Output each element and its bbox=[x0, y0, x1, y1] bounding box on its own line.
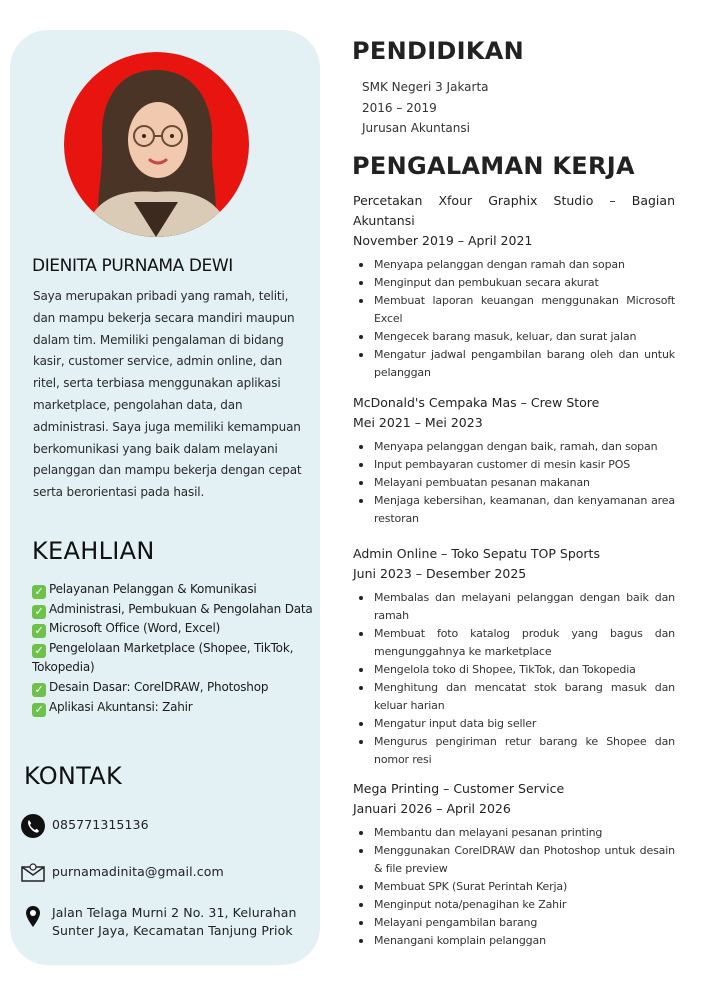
check-mark-icon: ✓ bbox=[32, 585, 46, 599]
duty-item: Menyapa pelanggan dengan ramah dan sopan bbox=[353, 256, 675, 274]
profile-photo bbox=[64, 52, 249, 237]
check-mark-icon: ✓ bbox=[32, 683, 46, 697]
duty-item: Menyapa pelanggan dengan baik, ramah, dan sopan bbox=[353, 438, 675, 456]
duty-item: Menangani komplain pelanggan bbox=[353, 932, 675, 950]
job-period: November 2019 – April 2021 bbox=[353, 233, 533, 248]
contact-phone bbox=[20, 813, 149, 839]
duty-item: Menginput dan pembukuan secara akurat bbox=[353, 274, 675, 292]
job-title: Percetakan Xfour Graphix Studio – Bagian Akuntansi bbox=[353, 193, 675, 228]
duty-item: Menginput nota/penagihan ke Zahir bbox=[353, 896, 675, 914]
duty-item: Mengatur jadwal pengambilan barang oleh dan untuk pelanggan bbox=[353, 346, 675, 382]
job-entry bbox=[353, 393, 675, 528]
duty-item: Membuat laporan keuangan menggunakan Microsoft Excel bbox=[353, 292, 675, 328]
check-mark-icon: ✓ bbox=[32, 703, 46, 717]
person-name: DIENITA PURNAMA DEWI bbox=[32, 256, 233, 276]
skill-label: Pelayanan Pelanggan & Komunikasi bbox=[49, 582, 257, 596]
email-address[interactable]: purnamadinita@gmail.com bbox=[52, 864, 224, 879]
job-entry bbox=[353, 779, 675, 950]
skill-item bbox=[32, 698, 314, 718]
profile-photo-illustration bbox=[64, 52, 249, 237]
skill-label: Desain Dasar: CorelDRAW, Photoshop bbox=[49, 679, 269, 694]
duty-item: Membuat SPK (Surat Perintah Kerja) bbox=[353, 878, 675, 896]
duty-item: Membuat foto katalog produk yang bagus dan mengunggahnya ke marketplace bbox=[353, 625, 675, 661]
job-title: McDonald's Cempaka Mas – Crew Store bbox=[353, 395, 600, 410]
duty-item: Menggunakan CorelDRAW dan Photoshop untuk desain & file preview bbox=[353, 842, 675, 878]
skill-item bbox=[32, 639, 314, 678]
skill-label: Pengelolaan Marketplace (Shopee, TikTok, Tokopedia) bbox=[32, 640, 294, 675]
duty-item: Menghitung dan mencatat stok barang masuk dan keluar harian bbox=[353, 679, 675, 715]
duty-item: Mengelola toko di Shopee, TikTok, dan Tokopedia bbox=[353, 661, 675, 679]
duty-item: Melayani pengambilan barang bbox=[353, 914, 675, 932]
duty-item: Melayani pembuatan pesanan makanan bbox=[353, 474, 675, 492]
job-period: Januari 2026 – April 2026 bbox=[353, 801, 511, 816]
duty-item: Mengecek barang masuk, keluar, dan surat jalan bbox=[353, 328, 675, 346]
education-years: 2016 – 2019 bbox=[362, 100, 437, 115]
skill-item bbox=[32, 619, 314, 639]
skill-item bbox=[32, 580, 314, 600]
job-entry bbox=[353, 191, 675, 382]
skill-item bbox=[32, 678, 314, 698]
duty-item: Input pembayaran customer di mesin kasir POS bbox=[353, 456, 675, 474]
school-name: SMK Negeri 3 Jakarta bbox=[362, 80, 489, 94]
job-period: Juni 2023 – Desember 2025 bbox=[353, 566, 527, 581]
education-major: Jurusan Akuntansi bbox=[362, 121, 470, 135]
job-duties bbox=[353, 256, 675, 382]
phone-number[interactable]: 085771315136 bbox=[52, 817, 149, 832]
duty-item: Menjaga kebersihan, keamanan, dan kenyamanan area restoran bbox=[353, 492, 675, 528]
check-mark-icon: ✓ bbox=[32, 644, 46, 658]
job-title: Admin Online – Toko Sepatu TOP Sports bbox=[353, 546, 600, 561]
profile-summary: Saya merupakan pribadi yang ramah, teliti, dan mampu bekerja secara mandiri maupun dalam tim. Memiliki pengalaman di bidang kasir, customer service, admin online, dan ritel, serta terbiasa menggunakan aplikasi marketplace, pengolahan data, dan administrasi. Saya juga memiliki kemampuan berkomunikasi yang baik dalam melayani pelanggan dan mampu bekerja dengan cepat serta berorientasi pada hasil. bbox=[33, 289, 302, 500]
contact-email bbox=[20, 860, 224, 886]
skill-label: Microsoft Office (Word, Excel) bbox=[49, 621, 221, 636]
duty-item: Mengurus pengiriman retur barang ke Shopee dan nomor resi bbox=[353, 733, 675, 769]
education-heading: PENDIDIKAN bbox=[352, 37, 525, 65]
job-title: Mega Printing – Customer Service bbox=[353, 781, 565, 796]
skill-item bbox=[32, 600, 314, 620]
address-text: Jalan Telaga Murni 2 No. 31, Kelurahan Sunter Jaya, Kecamatan Tanjung Priok bbox=[52, 905, 297, 938]
skills-list bbox=[32, 580, 314, 717]
check-mark-icon: ✓ bbox=[32, 624, 46, 638]
job-duties bbox=[353, 438, 675, 528]
skills-heading: KEAHLIAN bbox=[32, 537, 155, 565]
skill-label: Administrasi, Pembukuan & Pengolahan Data bbox=[49, 601, 313, 616]
check-mark-icon: ✓ bbox=[32, 605, 46, 619]
job-duties bbox=[353, 589, 675, 769]
duty-item: Mengatur input data big seller bbox=[353, 715, 675, 733]
envelope-icon bbox=[20, 860, 46, 886]
job-entry bbox=[353, 544, 675, 769]
experience-heading: PENGALAMAN KERJA bbox=[352, 152, 635, 180]
duty-item: Membantu dan melayani pesanan printing bbox=[353, 824, 675, 842]
contact-heading: KONTAK bbox=[24, 762, 123, 790]
skill-label: Aplikasi Akuntansi: Zahir bbox=[49, 699, 193, 714]
phone-icon bbox=[20, 813, 46, 839]
contact-address bbox=[20, 904, 320, 940]
job-duties bbox=[353, 824, 675, 950]
duty-item: Membalas dan melayani pelanggan dengan baik dan ramah bbox=[353, 589, 675, 625]
job-period: Mei 2021 – Mei 2023 bbox=[353, 415, 483, 430]
education-details bbox=[362, 77, 489, 139]
location-pin-icon bbox=[20, 904, 46, 930]
